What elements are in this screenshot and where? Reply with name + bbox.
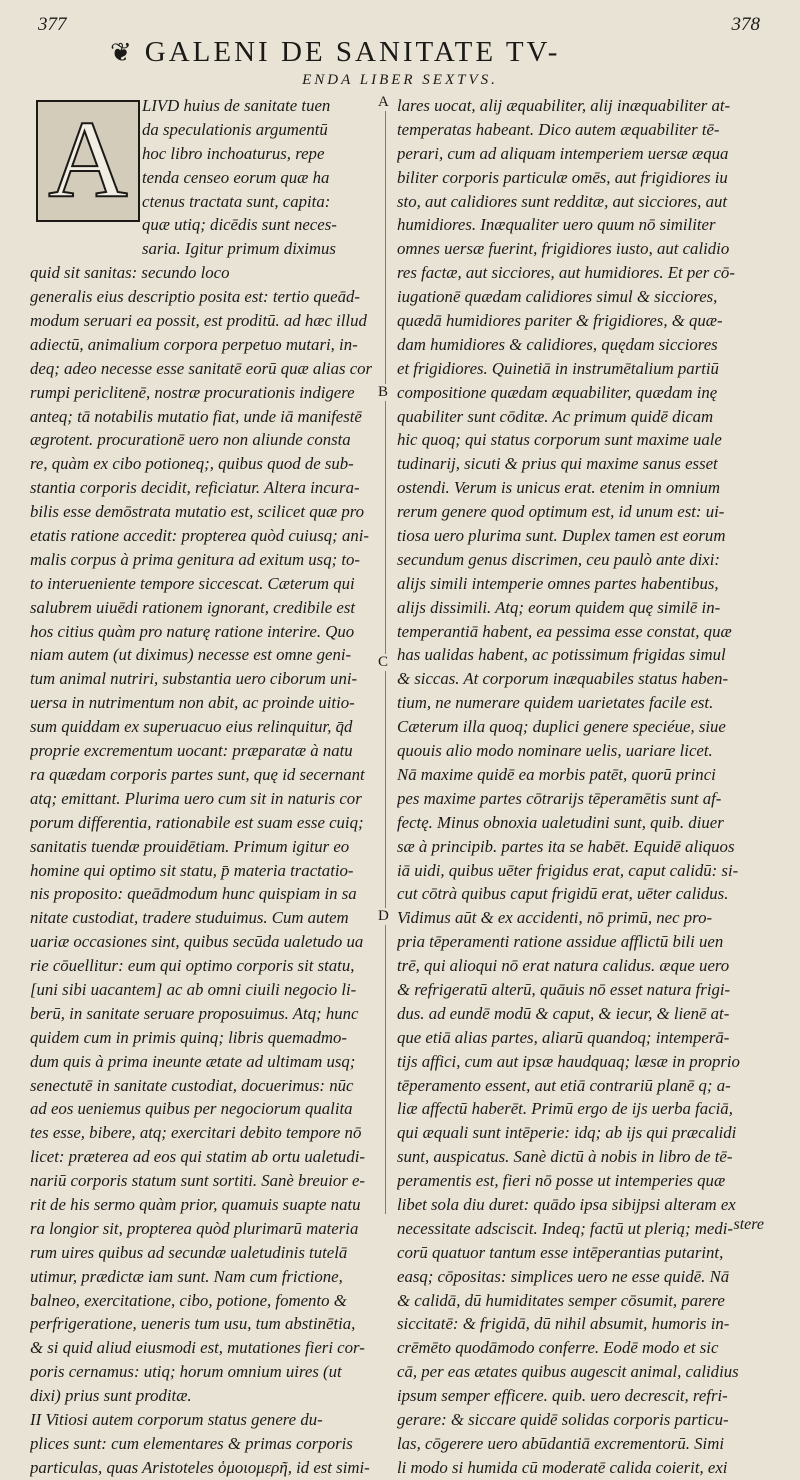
text-line: sto, aut calidiores sunt redditæ, aut sicciores, aut [397, 191, 728, 211]
text-line: liæ affectū haberēt. Primū ergo de ijs uerba faciā, [397, 1099, 733, 1119]
text-line: quabiliter sunt cōditæ. Ac primum quidē dicam [397, 406, 714, 426]
text-line: secundum genus discrimen, ceu paulò ante dixi: [397, 549, 720, 569]
text-line: las, cōgerere uero abūdantiā excrementorū. Simi [397, 1433, 725, 1453]
text-line: ad eos ueniemus quibus per negociorum qualita [30, 1099, 353, 1119]
text-line: tum animal nutriri, substantia uero ciborum uni- [30, 669, 358, 689]
text-line: salubrem uiuēdi rationem ignorant, credibile est [30, 597, 356, 617]
text-line: utimur, prædictæ iam sunt. Nam cum frictione, [30, 1266, 343, 1286]
text-line: pria tēperamenti ratione assidue afflictū bili uen [397, 932, 724, 952]
text-line: ostendi. Verum is unicus erat. etenim in omnium [397, 478, 721, 498]
text-line: rerum genere quod optimum est, id unum est: ui- [397, 502, 725, 522]
text-line: atq; emittant. Plurima uero cum sit in naturis cor [30, 788, 362, 808]
text-line: et frigidiores. Quinetiā in instrumētalium partiū [397, 358, 719, 378]
text-line: uersa in nutrimentum non abit, ac proinde uitio- [30, 693, 355, 713]
text-line: ctenus tractata sunt, capita: [142, 191, 331, 211]
text-line: sæ à principib. partes ita se habēt. Equidē aliquos [397, 836, 735, 856]
folio-left: 377 [38, 14, 67, 35]
text-line: ægrotent. procurationē uero non aliunde consta [30, 430, 351, 450]
text-line: omnes uersæ fuerint, frigidiores iusto, aut calidio [397, 239, 730, 259]
text-line: dus. ad eundē modū & caput, & iecur, & lienē at- [397, 1003, 730, 1023]
text-line: perfrigeratione, ueneris tum usu, tum abstinētia, [30, 1314, 356, 1334]
text-line: dam humidiores & calidiores, quędam sicciores [397, 334, 718, 354]
text-line: gerare: & siccare quidē solidas corporis particu- [397, 1409, 729, 1429]
text-line: corū quatuor tantum esse intēperantias putarint, [397, 1242, 724, 1262]
text-line: pes maxime partes cōtrarijs tēperamētis sunt af- [397, 788, 722, 808]
text-line: biliter corporis particulæ omēs, aut frigidiores iu [397, 167, 728, 187]
text-line: deq; adeo necesse esse sanitatē eorū quæ alias cor [30, 358, 373, 378]
margin-marker-d: D [378, 908, 389, 924]
text-line: easq; cōpositas: simplices uero ne esse quidē. Nā [397, 1266, 730, 1286]
margin-marker-a: A [378, 94, 389, 110]
text-line: tijs affici, cum aut ipsæ haudquaq; læsæ in proprio [397, 1051, 740, 1071]
text-line: siccitatē: & frigidā, dū nihil absumit, humoris in- [397, 1314, 730, 1334]
text-line: re, quàm ex cibo potioneq;, quibus quod de sub- [30, 454, 354, 474]
text-line: cut cōtrà quibus caput frigidū erat, uēter calidus. [397, 884, 729, 904]
text-line: & refrigeratū alterū, quāuis nō esset natura frigi- [397, 979, 731, 999]
text-line: rumpi periclitenē, nostræ procurationis indigere [30, 382, 355, 402]
text-line: to interueniente tempore siccescat. Cæterum qui [30, 573, 355, 593]
text-line: saria. Igitur primum diximus [142, 239, 336, 259]
text-line: que etiā alias partes, aliarū quandoq; intemperā- [397, 1027, 730, 1047]
text-line: libet sola diu duret: quādo ipsa sibijpsi alteram ex [397, 1194, 736, 1214]
text-line: [uni sibi uacantem] ac ab omni ciuili negocio li- [30, 979, 357, 999]
margin-marker-b: B [378, 384, 389, 400]
text-line: rit de his sermo quàm prior, quamuis suapte natu [30, 1194, 361, 1214]
text-line: da speculationis argumentū [142, 119, 328, 139]
catchword: stere [733, 1216, 764, 1233]
text-line: hic quoq; qui status corporum sunt maxime uale [397, 430, 722, 450]
text-line: LIVD huius de sanitate tuen [142, 96, 331, 115]
text-line: quædā humidiores pariter & frigidiores, & quæ- [397, 311, 723, 331]
right-text-column [397, 94, 772, 1480]
text-line: compositione quædam æquabiliter, quædam inę [397, 382, 718, 402]
text-line: qui æquali sunt intēperie: idq; ab ijs qui præcalidi [397, 1123, 737, 1143]
text-line: uariæ occasiones sint, quibus secūda ualetudo ua [30, 932, 364, 952]
text-line: sanitatis tuendæ prouidētiam. Primum igitur eo [30, 836, 350, 856]
text-line: quouis alio modo nominare uelis, uariare licet. [397, 741, 713, 761]
text-line: alijs dissimili. Atq; eorum quidem quę similē in- [397, 597, 721, 617]
text-line: sum quiddam ex superuacuo eius relinquitur, q̄d [30, 717, 353, 737]
text-line: cā, per eas ætates quibus augescit animal, calidius [397, 1362, 739, 1382]
text-line: porum differentia, rationabile est suam esse cuiq; [30, 812, 364, 832]
text-line: bilis esse demōstrata mutatio est, scilicet quæ pro [30, 502, 365, 522]
text-line: lares uocat, alij æquabiliter, alij inæquabiliter at- [397, 96, 731, 115]
text-line: iā uidi, quibus uēter frigidus erat, caput calidū: si- [397, 860, 739, 880]
text-line: dum quis à prima ineunte ætate ad ultimam usq; [30, 1051, 356, 1071]
text-line: alijs simili intemperie omnes partes habentibus, [397, 573, 719, 593]
text-line: adiectū, animalium corpora perpetuo mutari, in- [30, 334, 358, 354]
text-line: hoc libro inchoaturus, repe [142, 143, 325, 163]
text-line: homine qui optimo sit statu, p̄ materia tractatio- [30, 860, 354, 880]
text-line: trē, qui alioqui nō erat natura calidus. æque uero [397, 956, 730, 976]
text-line: quidem cum in primis quinq; libris quemadmo- [30, 1027, 347, 1047]
text-line: tenda censeo eorum quæ ha [142, 167, 330, 187]
text-line: nis proposito: queādmodum hunc quispiam in sa [30, 884, 357, 904]
text-line: ra quædam corporis partes sunt, quę id secernant [30, 764, 365, 784]
text-line: Nā maxime quidē ea morbis patēt, quorū princi [397, 764, 716, 784]
text-line: poris cernamus: utiq; horum omnium uires (ut [30, 1362, 342, 1382]
text-line: fectę. Minus obnoxia ualetudini sunt, quib. diuer [397, 812, 724, 832]
text-line: sunt, auspicatus. Sanè dictū à nobis in libro de tē- [397, 1147, 733, 1167]
text-line: & siccas. At corporum inæquabiles status haben- [397, 669, 729, 689]
text-line: iugationē quædam calidiores simul & sicciores, [397, 287, 718, 307]
text-line: temperatas habeant. Dico autem æquabiliter tē- [397, 119, 720, 139]
text-line: tes esse, bibere, atq; exercitari debito tempore nō [30, 1123, 362, 1143]
text-line: senectutē in sanitate custodiat, docuerimus: nūc [30, 1075, 354, 1095]
text-line: particulas, quas Aristoteles ὁμοιομερῆ, id est simi- [30, 1457, 370, 1477]
text-line: quid sit sanitas: secundo loco [30, 263, 230, 283]
text-line: & calidā, dū humiditates semper cōsumit, parere [397, 1290, 725, 1310]
text-line: proprie excrementum uocant: præparatæ à natu [30, 741, 353, 761]
text-line: nariū corporis statum sunt sortiti. Sanè breuior e- [30, 1171, 366, 1191]
text-line: perari, cum ad aliquam intemperiem uersæ æqua [397, 143, 729, 163]
text-line: malis corpus à prima genitura ad exitum usq; to- [30, 549, 361, 569]
title-text: GALENI DE SANITATE TV- [144, 36, 561, 68]
text-line: rum uires quibus ad secundæ ualetudinis tutelā [30, 1242, 348, 1262]
text-line: crēmēto quodāmodo conferre. Eodē modo et sic [397, 1338, 719, 1358]
text-line: tium, ne numerare quidem uarietates facile est. [397, 693, 714, 713]
left-text-column [30, 94, 375, 1480]
text-line: rie cōuellitur: eum qui optimo corporis sit statu, [30, 956, 355, 976]
text-line: niam autem (ut diximus) necesse est omne geni- [30, 645, 352, 665]
text-line: anteq; tā notabilis mutatio fiat, unde iā manifestē [30, 406, 362, 426]
text-line: berū, in sanitate seruare proposuimus. Atq; hunc [30, 1003, 359, 1023]
text-line: tiosa uero plurima sunt. Duplex tamen est eorum [397, 526, 726, 546]
text-line: ipsum semper efficere. quib. uero decrescit, refri- [397, 1386, 728, 1406]
text-line: temperantiā habent, ea pessima esse constat, quæ [397, 621, 732, 641]
text-line: has ualidas habent, ac potissimum frigidas simul [397, 645, 726, 665]
text-line: nitate custodiat, tradere studuimus. Cum autem [30, 908, 349, 928]
text-line: res factæ, aut sicciores, aut humidiores. Et per cō- [397, 263, 735, 283]
text-line: etatis ratione accedit: propterea quòd cuiusq; ani- [30, 526, 369, 546]
text-line: II Vitiosi autem corporum status genere du- [30, 1409, 323, 1429]
text-line: stantia corporis decidit, reficiatur. Altera incura- [30, 478, 360, 498]
text-line: generalis eius descriptio posita est: tertio queād- [30, 287, 360, 307]
text-line: dixi) prius sunt proditæ. [30, 1386, 192, 1406]
text-line: Cæterum illa quoq; duplici genere speciéue, siue [397, 717, 726, 737]
text-line: li modo si humida cū moderatē calida coierit, exi [397, 1457, 728, 1477]
text-line: Vidimus aūt & ex accidenti, nō primū, nec pro- [397, 908, 713, 928]
drop-cap-letter: A [48, 98, 128, 220]
text-line: humidiores. Inæqualiter uero quum nō similiter [397, 215, 716, 235]
fleuron-icon: ❦ [110, 38, 135, 67]
text-line: balneo, exercitatione, cibo, potione, fomento & [30, 1290, 347, 1310]
text-line: modum seruari ea possit, est proditū. ad hæc illud [30, 311, 367, 331]
text-line: ra longior sit, propterea quòd plurimarū materia [30, 1218, 359, 1238]
text-line: licet: præterea ad eos qui statim ab ortu ualetudi- [30, 1147, 365, 1167]
folio-right: 378 [731, 14, 760, 35]
text-line: necessitate adsciscit. Indeq; factū ut plerią; medi- [397, 1218, 734, 1238]
margin-marker-c: C [378, 654, 389, 670]
text-line: quæ utiq; dicēdis sunt neces- [142, 215, 337, 235]
text-line: tēperamento essent, aut etiā contrariū planē q; a- [397, 1075, 731, 1095]
page-title [110, 36, 670, 69]
text-line: hos citius quàm pro naturę ratione interire. Quo [30, 621, 355, 641]
text-line: & si quid aliud eiusmodi est, mutationes fieri cor- [30, 1338, 365, 1358]
text-line: tudinarij, sicuti & prius qui maxime sanus esset [397, 454, 718, 474]
text-line: peramentis est, fieri nō posse ut intemperies quæ [397, 1171, 726, 1191]
page-subtitle: ENDA LIBER SEXTVS. [302, 72, 498, 88]
text-line: plices sunt: cum elementares & primas corporis [30, 1433, 353, 1453]
